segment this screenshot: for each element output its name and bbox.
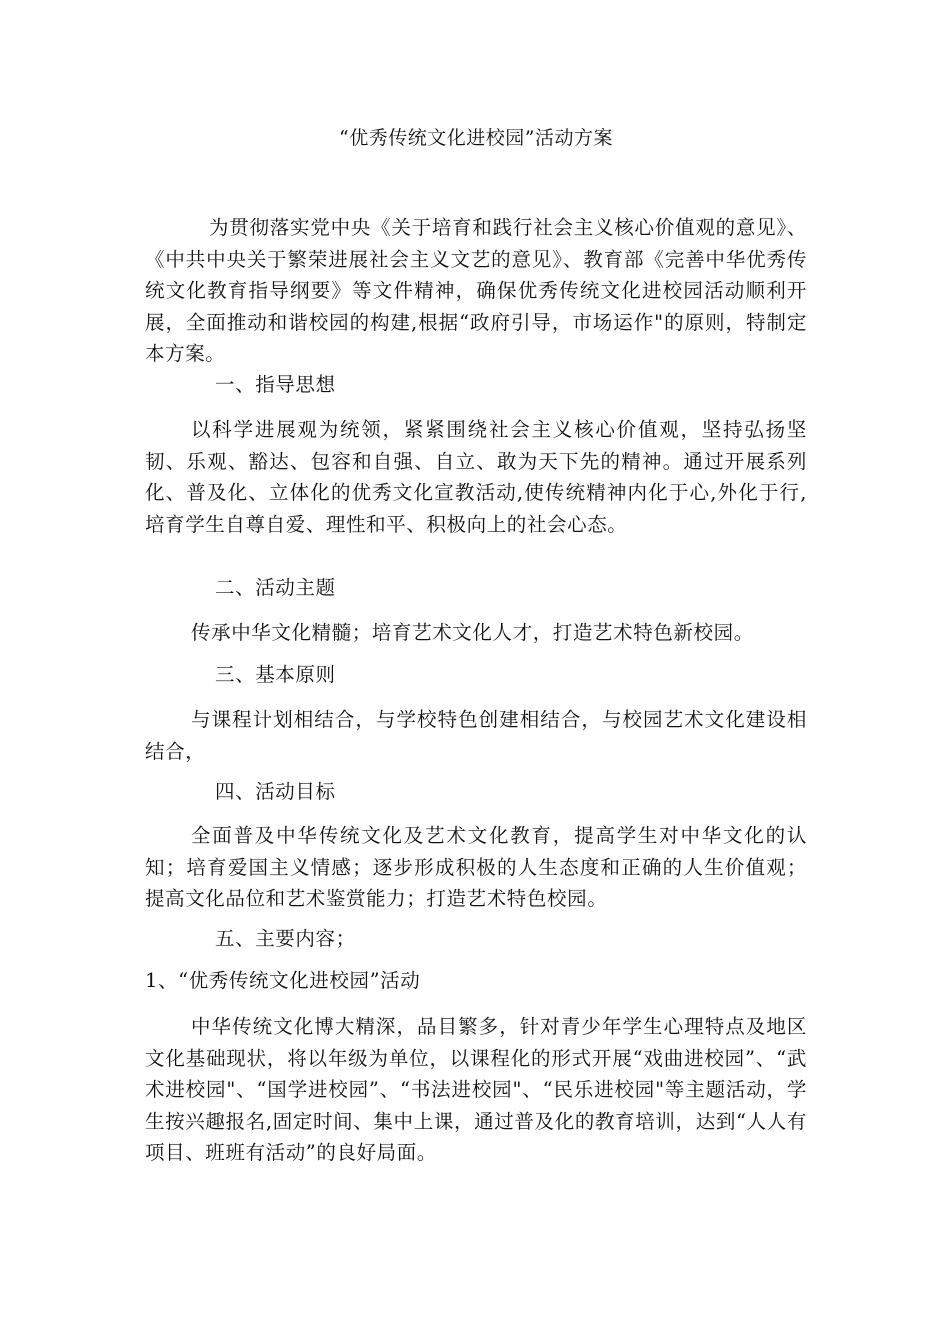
section-body-main-content: 中华传统文化博大精深，品目繁多，针对青少年学生心理特点及地区文化基础现状，将以年级为单位，以课程化的形式开展“戏曲进校园”、“武术进校园"、“国学进校园”、“书法进校园"、“民乐进校园"等主题活动，学生按兴趣报名,固定时间、集中上课，通过普及化的教育培训，达到“人人有项目、班班有活动”的良好局面。 — [145, 1015, 807, 1164]
section-heading-basic-principles: 三、基本原则 — [215, 663, 336, 686]
section-heading-guiding-ideology: 一、指导思想 — [215, 373, 336, 396]
section-heading-activity-theme: 二、活动主题 — [215, 576, 336, 599]
section-body-activity-theme: 传承中华文化精髓；培育艺术文化人才，打造艺术特色新校园。 — [191, 621, 754, 644]
intro-paragraph: 为贯彻落实党中央《关于培育和践行社会主义核心价值观的意见》、《中共中央关于繁荣进展社会主义文艺的意见》、教育部《完善中华优秀传统文化教育指导纲要》等文件精神，确保优秀传统文化进校园活动顺利开展，全面推动和谐校园的构建,根据“政府引导，市场运作"的原则，特制定本方案。 — [145, 216, 807, 365]
subsection-heading-traditional-culture-activity: 1、“优秀传统文化进校园”活动 — [145, 969, 421, 992]
section-heading-main-content: 五、主要内容； — [215, 927, 356, 950]
section-body-guiding-ideology: 以科学进展观为统领，紧紧围绕社会主义核心价值观，坚持弘扬坚韧、乐观、豁达、包容和自强、自立、敢为天下先的精神。通过开展系列化、普及化、立体化的优秀文化宣教活动,使传统精神内化于心,外化于行,培育学生自尊自爱、理性和平、积极向上的社会心态。 — [145, 418, 807, 536]
section-body-activity-goals: 全面普及中华传统文化及艺术文化教育，提高学生对中华文化的认知；培育爱国主义情感；逐步形成积极的人生态度和正确的人生价值观；提高文化品位和艺术鉴赏能力；打造艺术特色校园。 — [145, 824, 807, 910]
section-heading-activity-goals: 四、活动目标 — [215, 780, 336, 803]
document-title: “优秀传统文化进校园”活动方案 — [339, 127, 613, 149]
section-body-basic-principles: 与课程计划相结合，与学校特色创建相结合，与校园艺术文化建设相结合， — [145, 708, 807, 763]
